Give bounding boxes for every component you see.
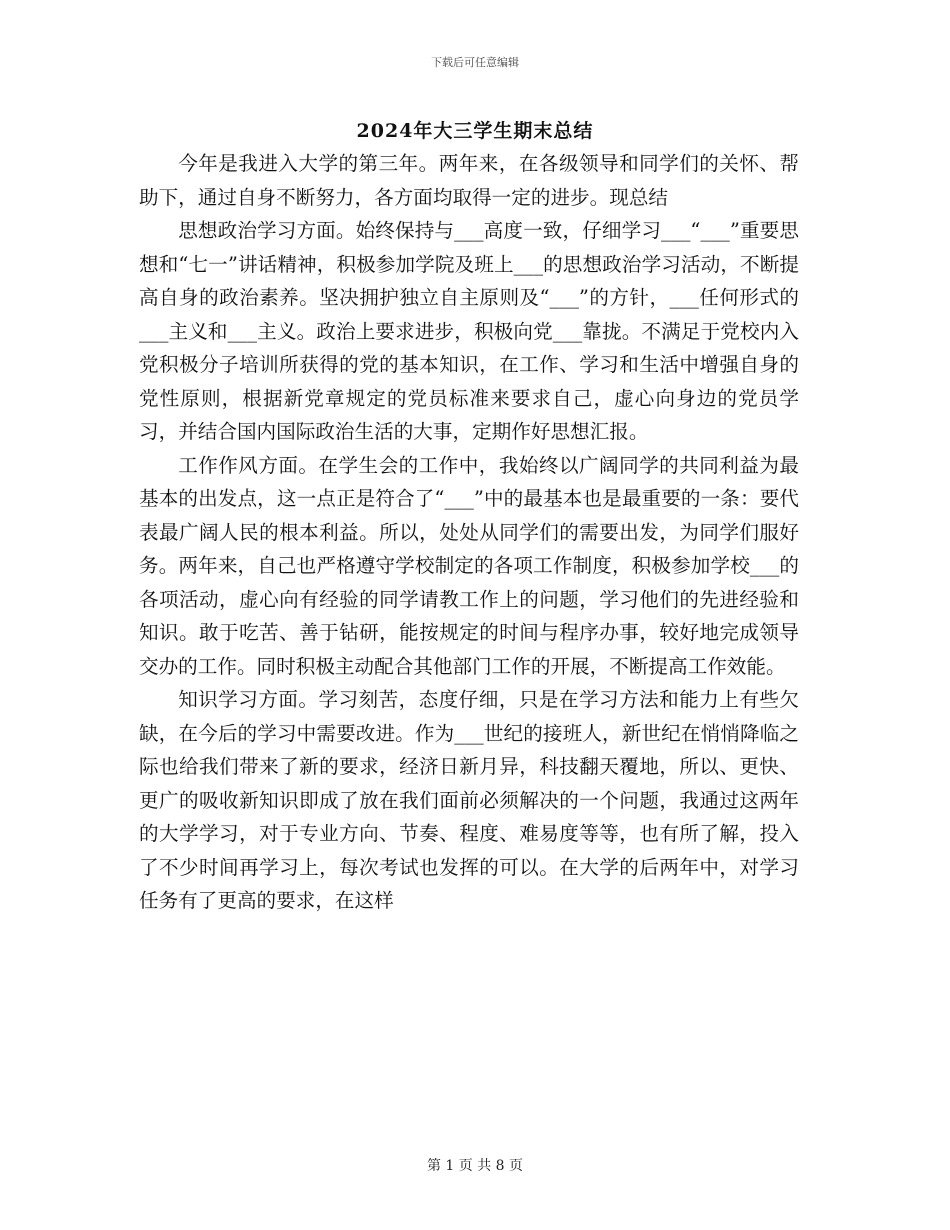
page-footer: 第 1 页 共 8 页 bbox=[426, 1158, 524, 1174]
header-note: 下载后可任意编辑 bbox=[431, 56, 519, 69]
paragraph-political-study: 思想政治学习方面。始终保持与___高度一致，仔细学习___“___”重要思想和“七一”讲话精神，积极参加学院及班上___的思想政治学习活动，不断提高自身的政治素养。坚决拥护独立自主原则及“___”的方针，___任何形式的___主义和___主义。政治上要求进步，积极向党___靠拢。不满足于党校内入党积极分子培训所获得的党的基本知识，在工作、学习和生活中增强自身的党性原则，根据新党章规定的党员标准来要求自己，虚心向身边的党员学习，并结合国内国际政治生活的大事，定期作好思想汇报。 bbox=[139, 219, 799, 443]
paragraph-work-style: 工作作风方面。在学生会的工作中，我始终以广阔同学的共同利益为最基本的出发点，这一点正是符合了“___”中的最基本也是最重要的一条：要代表最广阔人民的根本利益。所以，处处从同学们的需要出发，为同学们服好务。两年来，自己也严格遵守学校制定的各项工作制度，积极参加学校___的各项活动，虚心向有经验的同学请教工作上的问题，学习他们的先进经验和知识。敢于吃苦、善于钻研，能按规定的时间与程序办事，较好地完成领导交办的工作。同时积极主动配合其他部门工作的开展，不断提高工作效能。 bbox=[139, 453, 799, 678]
document-title: 2024年大三学生期末总结 bbox=[356, 120, 594, 142]
paragraph-intro: 今年是我进入大学的第三年。两年来，在各级领导和同学们的关怀、帮助下，通过自身不断努力，各方面均取得一定的进步。现总结 bbox=[139, 152, 799, 209]
paragraph-knowledge-study: 知识学习方面。学习刻苦，态度仔细，只是在学习方法和能力上有些欠缺，在今后的学习中需要改进。作为___世纪的接班人，新世纪在悄悄降临之际也给我们带来了新的要求，经济日新月异，科技翻天覆地，所以、更快、更广的吸收新知识即成了放在我们面前必须解决的一个问题，我通过这两年的大学学习，对于专业方向、节奏、程度、难易度等等，也有所了解，投入了不少时间再学习上，每次考试也发挥的可以。在大学的后两年中，对学习任务有了更高的要求，在这样 bbox=[139, 688, 799, 912]
document-body bbox=[139, 147, 799, 918]
